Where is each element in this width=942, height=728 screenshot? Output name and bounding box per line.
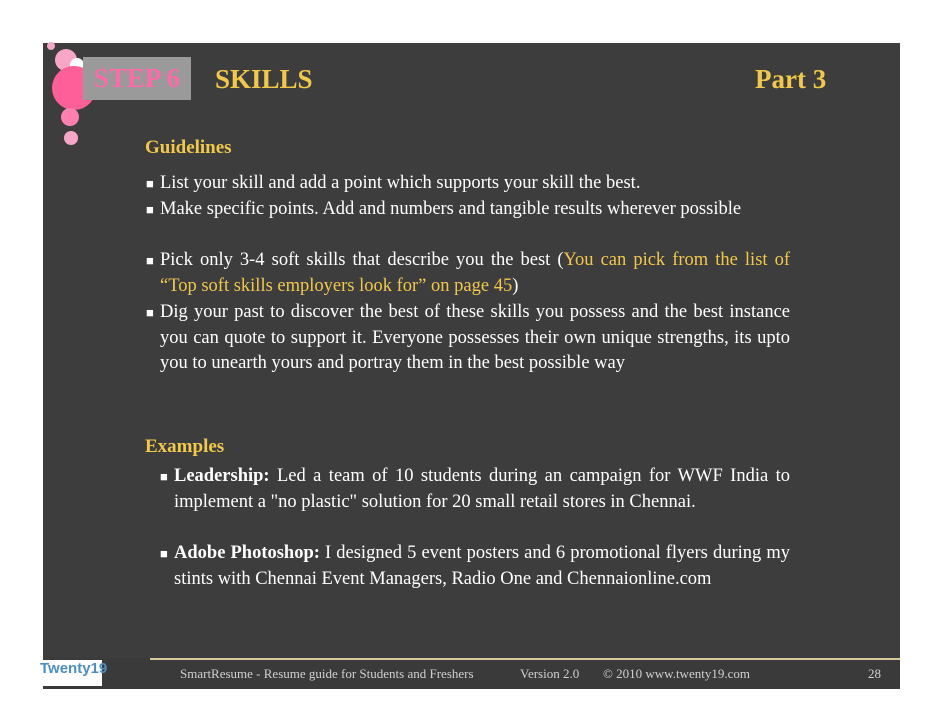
guideline-item: ■ Dig your past to discover the best of these skills you possess and the best instance you can quote to support it. Everyone possesses their own unique strengths, its upto you to unearth yours and portray them in the best possible way (146, 302, 790, 373)
bullet-icon: ■ (146, 253, 154, 268)
bullet-icon: ■ (160, 469, 168, 484)
twenty19-logo: Twenty19 (40, 660, 102, 686)
example-item: ■ Leadership: Led a team of 10 students during an campaign for WWF India to implement a "no plastic" solution for 20 small retail stores in Chennai. (160, 466, 790, 512)
bullet-icon: ■ (146, 176, 154, 191)
bullet-icon: ■ (146, 305, 154, 320)
circle-icon (64, 131, 78, 145)
footer-version: Version 2.0 (520, 666, 580, 681)
footer-copyright: © 2010 www.twenty19.com (603, 666, 750, 681)
circle-icon (47, 42, 55, 50)
circle-icon (61, 108, 79, 126)
bullet-icon: ■ (146, 202, 154, 217)
footer-divider (150, 658, 900, 660)
bullet-icon: ■ (160, 546, 168, 561)
page-number: 28 (868, 666, 881, 681)
guideline-item: ■ List your skill and add a point which supports your skill the best. (160, 171, 790, 197)
footer-guide-title: SmartResume - Resume guide for Students and Freshers (180, 666, 474, 681)
guideline-item: ■ Make specific points. Add and numbers and tangible results wherever possible (160, 197, 790, 223)
part-label: Part 3 (755, 64, 827, 94)
example-item: ■ Adobe Photoshop: I designed 5 event posters and 6 promotional flyers during my stints with Chennai Event Managers, Radio One and Chennaionline.com (160, 543, 790, 589)
guidelines-heading: Guidelines (145, 137, 232, 158)
page-title: SKILLS (215, 64, 313, 94)
page-reference: You can pick from the list of “Top soft skills employers look for” on page 45 (160, 250, 791, 296)
guideline-item: ■ Pick only 3-4 soft skills that describe you the best (You can pick from the list of “Top soft skills employers look for” on page 45) (146, 250, 791, 296)
examples-heading: Examples (145, 436, 225, 457)
step-label: STEP 6 (83, 57, 191, 100)
